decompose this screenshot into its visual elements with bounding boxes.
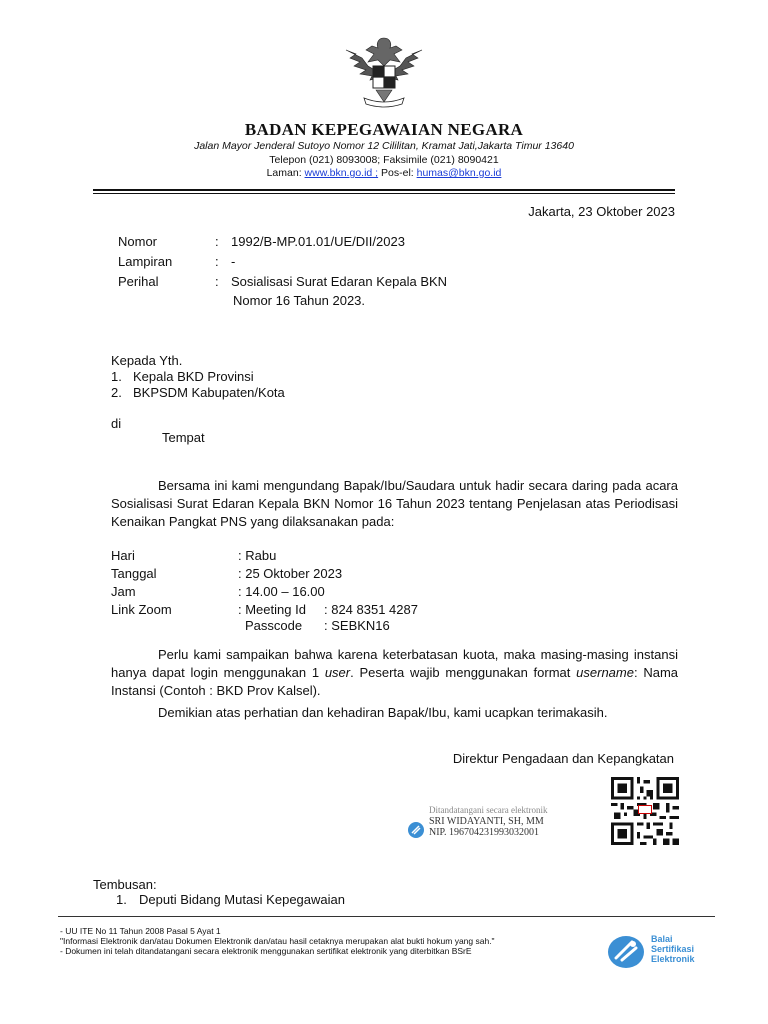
- meeting-id-label: : Meeting Id: [238, 602, 306, 617]
- electronic-signature-stamp: [405, 803, 585, 849]
- body-paragraph-2: [111, 646, 678, 700]
- body-paragraph-3: Demikian atas perhatian dan kehadiran Bapak/Ibu, kami ucapkan terimakasih.: [158, 705, 608, 720]
- hari-label: Hari: [111, 548, 135, 563]
- cc-item: Deputi Bidang Mutasi Kepegawaian: [139, 892, 345, 907]
- footer-divider: [58, 916, 715, 917]
- email-link[interactable]: humas@bkn.go.id: [416, 167, 502, 179]
- organization-address: Jalan Mayor Jenderal Sutoyo Nomor 12 Cililitan, Kramat Jati,Jakarta Timur 13640: [194, 140, 574, 152]
- recipient-item-number: 2.: [111, 385, 122, 400]
- bsre-seal-icon: [407, 821, 425, 839]
- bsre-line: Balai: [651, 934, 673, 944]
- legal-footer: [60, 926, 600, 956]
- zoom-label: Link Zoom: [111, 602, 172, 617]
- cc-label: Tembusan:: [93, 877, 157, 892]
- organization-phone: Telepon (021) 8093008; Faksimile (021) 8090421: [269, 154, 499, 166]
- hari-value: : Rabu: [238, 548, 277, 563]
- recipient-di: di: [111, 416, 122, 431]
- tanggal-label: Tanggal: [111, 566, 157, 581]
- organization-name: BADAN KEPEGAWAIAN NEGARA: [244, 120, 524, 139]
- perihal-value-continued: Nomor 16 Tahun 2023.: [233, 293, 366, 308]
- qr-code: [611, 777, 679, 845]
- letter-date: Jakarta, 23 Oktober 2023: [528, 204, 675, 219]
- jam-label: Jam: [111, 584, 136, 599]
- recipient-greeting: Kepada Yth.: [111, 353, 183, 368]
- meeting-id-value: : 824 8351 4287: [324, 602, 418, 617]
- bsre-logo: [606, 934, 646, 970]
- signed-electronically-note: Ditandatangani secara elektronik: [429, 805, 548, 815]
- bsre-wordmark: [651, 934, 695, 964]
- lampiran-value: -: [231, 254, 236, 269]
- paragraph-2-text: Perlu kami sampaikan bahwa karena keterbatasan kuota, maka masing-masing instansi hanya dapat login menggunakan 1: [111, 647, 678, 680]
- passcode-value: : SEBKN16: [324, 618, 390, 633]
- email-label: Pos-el:: [378, 167, 417, 179]
- recipient-place: Tempat: [162, 430, 205, 445]
- signatory-name: SRI WIDAYANTI, SH, MM: [429, 816, 544, 827]
- recipient-item-number: 1.: [111, 369, 122, 384]
- bsre-line: Elektronik: [651, 954, 695, 964]
- user-term: user: [324, 665, 351, 680]
- organization-contacts: [0, 167, 768, 180]
- header-divider-thin: [93, 193, 675, 194]
- header-divider: [93, 189, 675, 191]
- perihal-colon: :: [215, 274, 219, 289]
- jam-value: : 14.00 – 16.00: [238, 584, 325, 599]
- recipient-item: Kepala BKD Provinsi: [133, 369, 254, 384]
- footer-line: - Dokumen ini telah ditandatangani secara elektronik menggunakan sertifikat elektronik yang diterbitkan BSrE: [60, 946, 472, 956]
- nomor-colon: :: [215, 234, 219, 249]
- recipient-item: BKPSDM Kabupaten/Kota: [133, 385, 285, 400]
- garuda-emblem-logo: [338, 32, 430, 112]
- perihal-value: Sosialisasi Surat Edaran Kepala BKN: [231, 274, 448, 289]
- lampiran-colon: :: [215, 254, 219, 269]
- website-link[interactable]: www.bkn.go.id ;: [304, 167, 379, 179]
- perihal-label: Perihal: [118, 274, 159, 289]
- body-paragraph-1: Bersama ini kami mengundang Bapak/Ibu/Saudara untuk hadir secara daring pada acara Sosialisasi Surat Edaran Kepala BKN Nomor 16 Tahun 2023 tentang Penjelasan atas Periodisasi Kenaikan Pangkat PNS yang dilaksanakan pada:: [111, 478, 678, 529]
- nomor-label: Nomor: [118, 234, 158, 249]
- username-term: username: [576, 665, 634, 680]
- cc-item-number: 1.: [116, 892, 127, 907]
- paragraph-2-text: : Nama Instansi (Contoh : BKD Prov Kalsel).: [111, 665, 679, 698]
- nomor-value: 1992/B-MP.01.01/UE/DII/2023: [231, 234, 405, 249]
- signatory-nip: NIP. 196704231993032001: [429, 827, 540, 838]
- lampiran-label: Lampiran: [118, 254, 173, 269]
- signatory-title: Direktur Pengadaan dan Kepangkatan: [452, 751, 674, 766]
- footer-line: "Informasi Elektronik dan/atau Dokumen Elektronik dan/atau hasil cetaknya merupakan alat bukti hokum yang sah.": [60, 936, 495, 946]
- paragraph-2-text: . Peserta wajib menggunakan format: [350, 665, 577, 680]
- bsre-line: Sertifikasi: [651, 944, 695, 954]
- tanggal-value: : 25 Oktober 2023: [238, 566, 343, 581]
- passcode-label: Passcode: [245, 618, 303, 633]
- web-label: Laman:: [266, 167, 305, 179]
- footer-line: - UU ITE No 11 Tahun 2008 Pasal 5 Ayat 1: [60, 926, 221, 936]
